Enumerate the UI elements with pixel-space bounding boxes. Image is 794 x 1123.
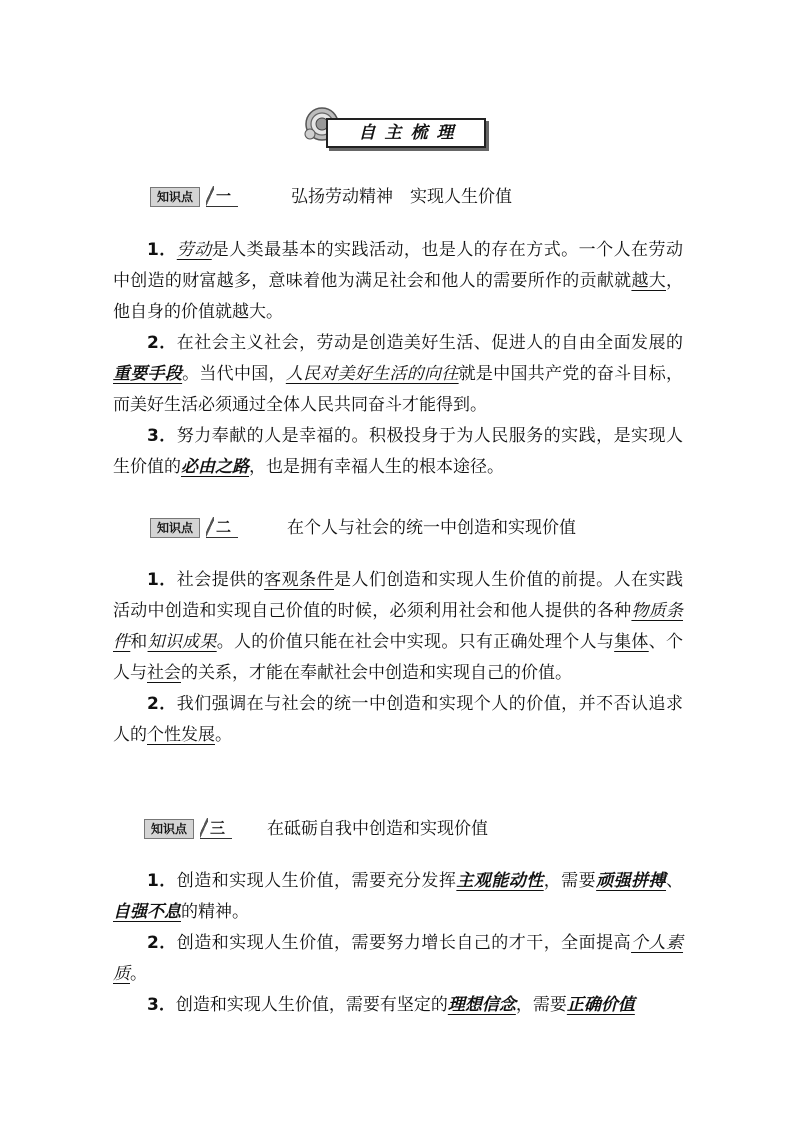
key-term: 人民对美好生活的向往 (285, 364, 459, 384)
key-term: 知识成果 (147, 632, 217, 652)
body-text: 。人的价值只能在社会中实现。只有正确处理个人与 (216, 632, 615, 652)
body-text: 努力奉献的人是幸福的。积极投身于为人民服务的实践，是实现人生价值的 (113, 426, 683, 477)
body-text: 的精神。 (181, 902, 249, 922)
body-text: 创造和实现人生价值，需要有坚定的 (175, 995, 448, 1015)
body-text: 、 (666, 871, 684, 891)
body-text: 我们强调在与社会的统一中创造和实现个人的价值，并不否认追求人的 (113, 694, 683, 745)
paragraph (113, 421, 683, 483)
paragraph (113, 565, 683, 689)
paragraph (113, 866, 683, 928)
knowledge-point-label: 知识点 (150, 518, 200, 538)
body-text: 在社会主义社会，劳动是创造美好生活、促进人的自由全面发展的 (176, 333, 683, 353)
key-term: 个性发展 (147, 725, 215, 745)
key-term: 正确价值 (566, 995, 635, 1015)
item-number: 1． (147, 570, 177, 590)
tag-slash-decoration (200, 818, 208, 838)
knowledge-point-header-1 (0, 183, 794, 215)
tag-underline (200, 838, 232, 839)
section-banner (300, 102, 490, 152)
body-text: 创造和实现人生价值，需要充分发挥 (176, 871, 457, 891)
knowledge-point-number: 三 (210, 819, 226, 837)
body-text: ，他自身的价值就越大。 (113, 271, 683, 322)
section-title: 弘扬劳动精神 实现人生价值 (291, 187, 512, 207)
body-text: 、个人与 (113, 632, 683, 683)
body-text: 和 (130, 632, 148, 652)
item-number: 2． (147, 933, 177, 953)
item-number: 3． (147, 995, 176, 1015)
body-text: 是人类最基本的实践活动，也是人的存在方式。一个人在劳动中创造的财富越多，意味着他为满足社会和他人的需要所作的贡献就 (113, 240, 684, 291)
item-number: 2． (147, 333, 177, 353)
item-number: 3． (147, 426, 177, 446)
body-text: ，需要 (543, 871, 597, 891)
body-text: 。当代中国， (182, 364, 286, 384)
section-body-3 (113, 866, 683, 1021)
body-text: 。 (215, 725, 232, 745)
paragraph (113, 235, 683, 328)
key-term: 社会 (147, 663, 181, 683)
tag-underline (206, 537, 238, 538)
section-title: 在砥砺自我中创造和实现价值 (267, 819, 488, 839)
key-term: 劳动 (176, 240, 212, 260)
knowledge-point-number: 二 (216, 518, 232, 536)
knowledge-point-label: 知识点 (144, 819, 194, 839)
body-text: 社会提供的 (176, 570, 265, 590)
body-text: 的关系，才能在奉献社会中创造和实现自己的价值。 (181, 663, 572, 683)
key-term: 个人素质 (113, 933, 684, 984)
key-term: 集体 (614, 632, 649, 652)
tag-slash-decoration (206, 517, 214, 537)
body-text: 是人们创造和实现人生价值的前提。人在实践活动中创造和实现自己价值的时候，必须利用社会和他人提供的各种 (113, 570, 683, 621)
key-term: 理想信念 (447, 995, 516, 1015)
key-term: 越大 (631, 271, 666, 291)
knowledge-point-label: 知识点 (150, 187, 200, 207)
knowledge-point-number: 一 (216, 187, 232, 205)
section-body-2 (113, 565, 683, 751)
paragraph (113, 328, 683, 421)
item-number: 2． (147, 694, 177, 714)
paragraph (113, 928, 683, 990)
knowledge-point-header-2 (0, 514, 794, 546)
body-text: 。 (130, 964, 147, 984)
body-text: ，需要 (515, 995, 567, 1015)
paragraph (113, 990, 683, 1021)
key-term: 必由之路 (181, 457, 249, 477)
body-text: 创造和实现人生价值，需要努力增长自己的才干，全面提高 (176, 933, 632, 953)
paragraph (113, 689, 683, 751)
banner-title: 自主梳理 (326, 118, 486, 148)
key-term: 自强不息 (113, 902, 181, 922)
key-term: 顽强拼搏 (596, 871, 667, 891)
key-term: 重要手段 (113, 364, 183, 384)
tag-slash-decoration (206, 186, 214, 206)
section-body-1 (113, 235, 683, 483)
section-title: 在个人与社会的统一中创造和实现价值 (287, 518, 576, 538)
body-text: 就是中国共产党的奋斗目标，而美好生活必须通过全体人民共同奋斗才能得到。 (113, 364, 683, 415)
item-number: 1． (147, 240, 177, 260)
knowledge-point-header-3 (0, 815, 794, 847)
tag-underline (206, 206, 238, 207)
key-term: 物质条件 (113, 601, 683, 652)
item-number: 1． (147, 871, 177, 891)
key-term: 主观能动性 (456, 871, 544, 891)
body-text: ，也是拥有幸福人生的根本途径。 (249, 457, 504, 477)
key-term: 客观条件 (264, 570, 335, 590)
